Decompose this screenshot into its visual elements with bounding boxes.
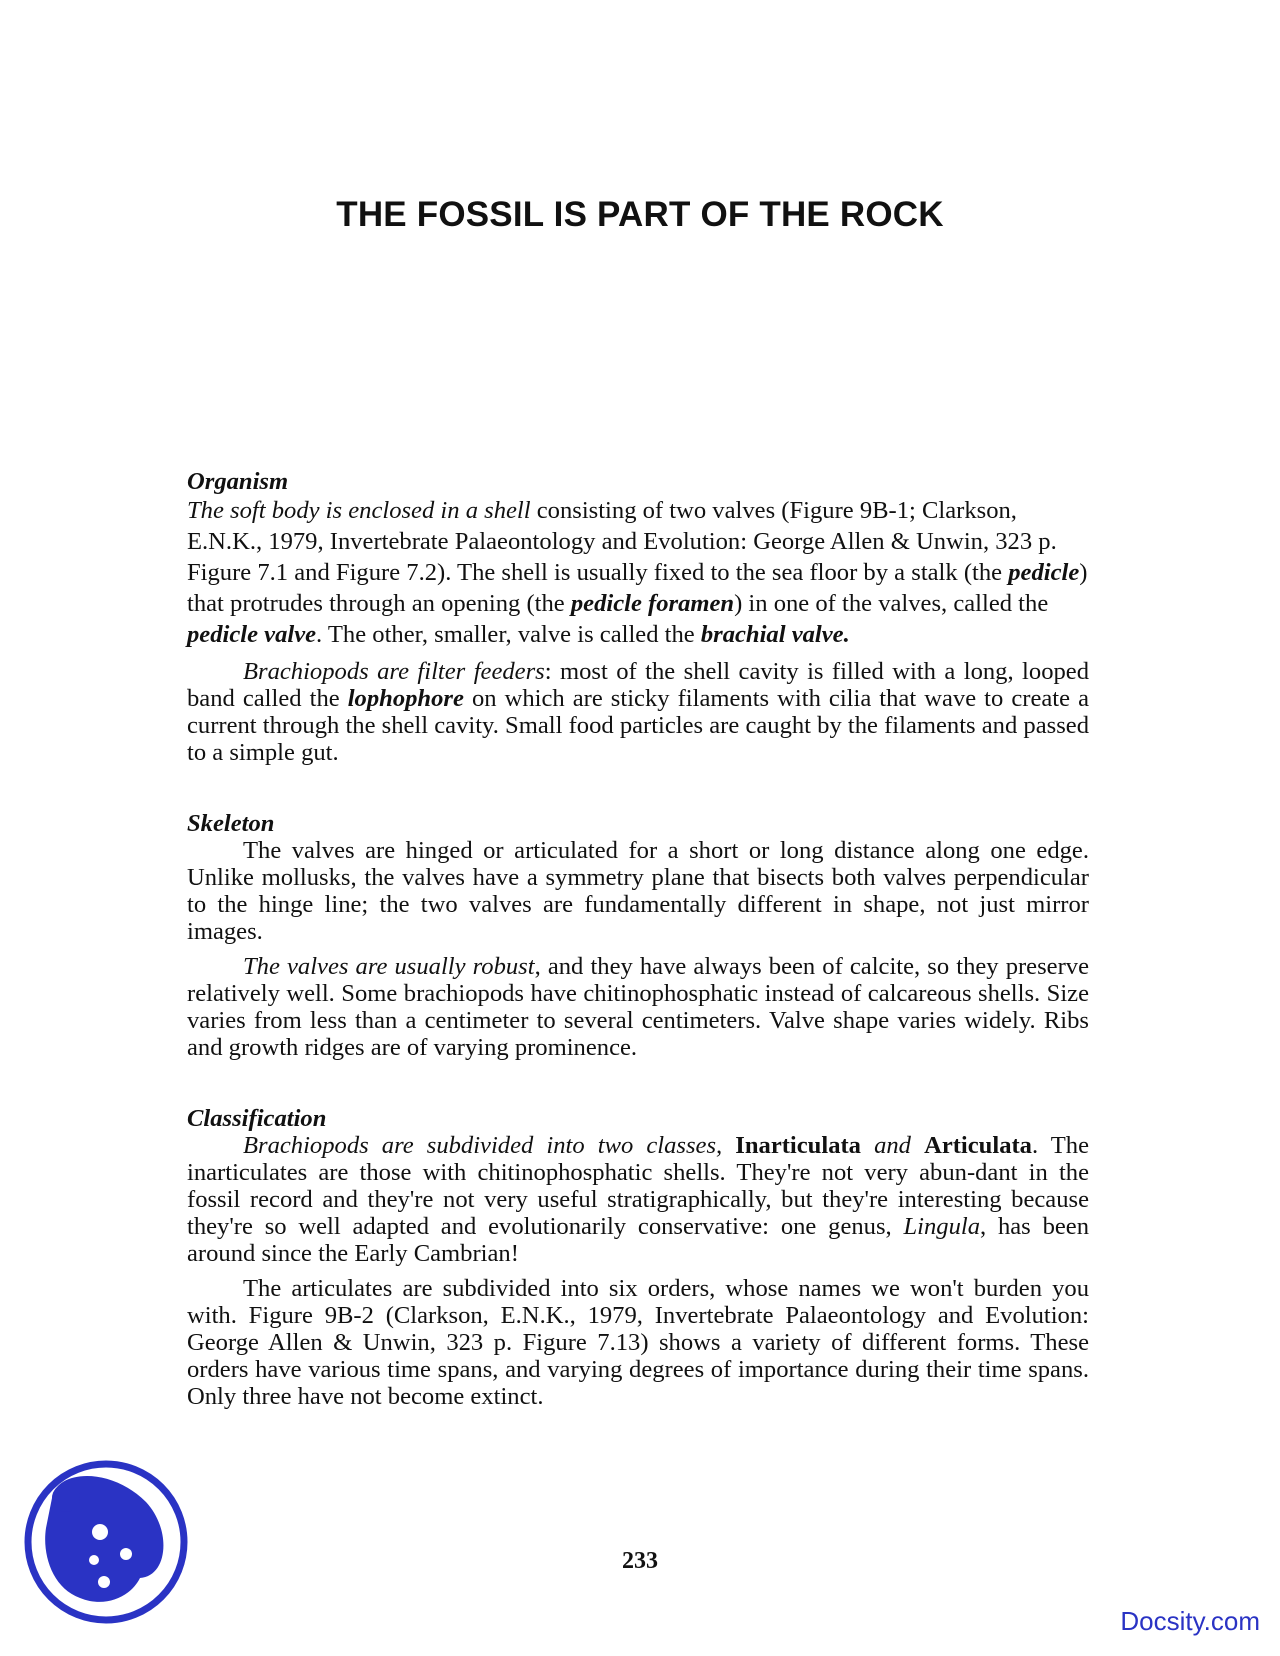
section-skeleton (187, 810, 1089, 1061)
term-pedicle-foramen: pedicle foramen (570, 590, 735, 617)
organism-lead: The soft body is enclosed in a shell (187, 497, 531, 524)
section-heading-organism: Organism (187, 468, 289, 495)
organism-text-2: ) that protrudes through an opening (the (187, 559, 1088, 617)
organism-paragraph-2 (187, 658, 1089, 766)
section-heading-classification: Classification (187, 1105, 327, 1132)
skeleton-p2-text: , and they have always been of calcite, so they preserve relatively well. Some brachiopods have chitinophosphatic instead of calcareous shells. Size varies from less than a centimeter to several centimeters. Valve shape varies widely. Ribs and growth ridges are of varying prominence. (187, 953, 1089, 1061)
docsity-logo-icon (22, 1458, 190, 1626)
skeleton-lead: The valves are usually robust (243, 953, 535, 980)
page-title: THE FOSSIL IS PART OF THE ROCK (336, 195, 944, 234)
section-heading-skeleton: Skeleton (187, 810, 275, 837)
classification-paragraph-1 (187, 1132, 1089, 1267)
organism-text-4: . The other, smaller, valve is called the (316, 621, 701, 648)
classification-lead: Brachiopods are subdivided into two classes, (243, 1132, 736, 1159)
term-lophophore: lophophore (347, 685, 464, 712)
genus-lingula: Lingula (903, 1213, 981, 1240)
skeleton-paragraph-1: The valves are hinged or articulated for a short or long distance along one edge. Unlike mollusks, the valves have a symmetry plane that bisects both valves perpendicular to the hinge line; the two valves are fundamentally different in shape, not just mirror images. (187, 837, 1089, 945)
organism-lead-2: Brachiopods are filter feeders (243, 658, 545, 685)
term-pedicle-valve: pedicle valve (187, 621, 317, 648)
term-articulata: Articulata (924, 1132, 1032, 1159)
term-pedicle: pedicle (1008, 559, 1080, 586)
section-organism (187, 468, 1089, 766)
term-brachial-valve: brachial valve. (700, 621, 850, 648)
classification-text-1: . The inarticulates are those with chitinophosphatic shells. They're not very abun-dant in the fossil record and they're not very useful stratigraphically, but they're interesting because they're so well adapted and evolutionarily conservative: one genus, (187, 1132, 1090, 1240)
classification-text-2: , has been around since the Early Cambrian! (187, 1213, 1089, 1267)
skeleton-paragraph-2 (187, 953, 1089, 1061)
classification-paragraph-2: The articulates are subdivided into six orders, whose names we won't burden you with. Figure 9B-2 (Clarkson, E.N.K., 1979, Invertebrate Palaeontology and Evolution: George Allen & Unwin, 323 p. Figure 7.13) shows a variety of different forms. These orders have various time spans, and varying degrees of importance during their time spans. Only three have not become extinct. (187, 1275, 1089, 1410)
organism-paragraph-1 (187, 495, 1089, 650)
section-classification (187, 1105, 1089, 1410)
docsity-brand-link[interactable]: Docsity.com (1120, 1606, 1260, 1636)
page-number: 233 (622, 1548, 658, 1574)
organism-text-3: ) in one of the valves, called the (734, 590, 1049, 617)
organism-p2-text-2: on which are sticky filaments with cilia that wave to create a current through the shell cavity. Small food particles are caught by the filaments and passed to a simple gut. (187, 685, 1089, 766)
organism-p2-text-1: : most of the shell cavity is filled with a long, looped band called the (187, 658, 1089, 712)
body-content (187, 468, 1089, 1410)
classification-lead-2: and (860, 1132, 925, 1159)
organism-text-1: consisting of two valves (Figure 9B-1; Clarkson, E.N.K., 1979, Invertebrate Palaeontology and Evolution: George Allen & Unwin, 323 p. Figure 7.1 and Figure 7.2). The shell is usually fixed to the sea floor by a stalk (the (187, 497, 1057, 586)
term-inarticulata: Inarticulata (735, 1132, 861, 1159)
